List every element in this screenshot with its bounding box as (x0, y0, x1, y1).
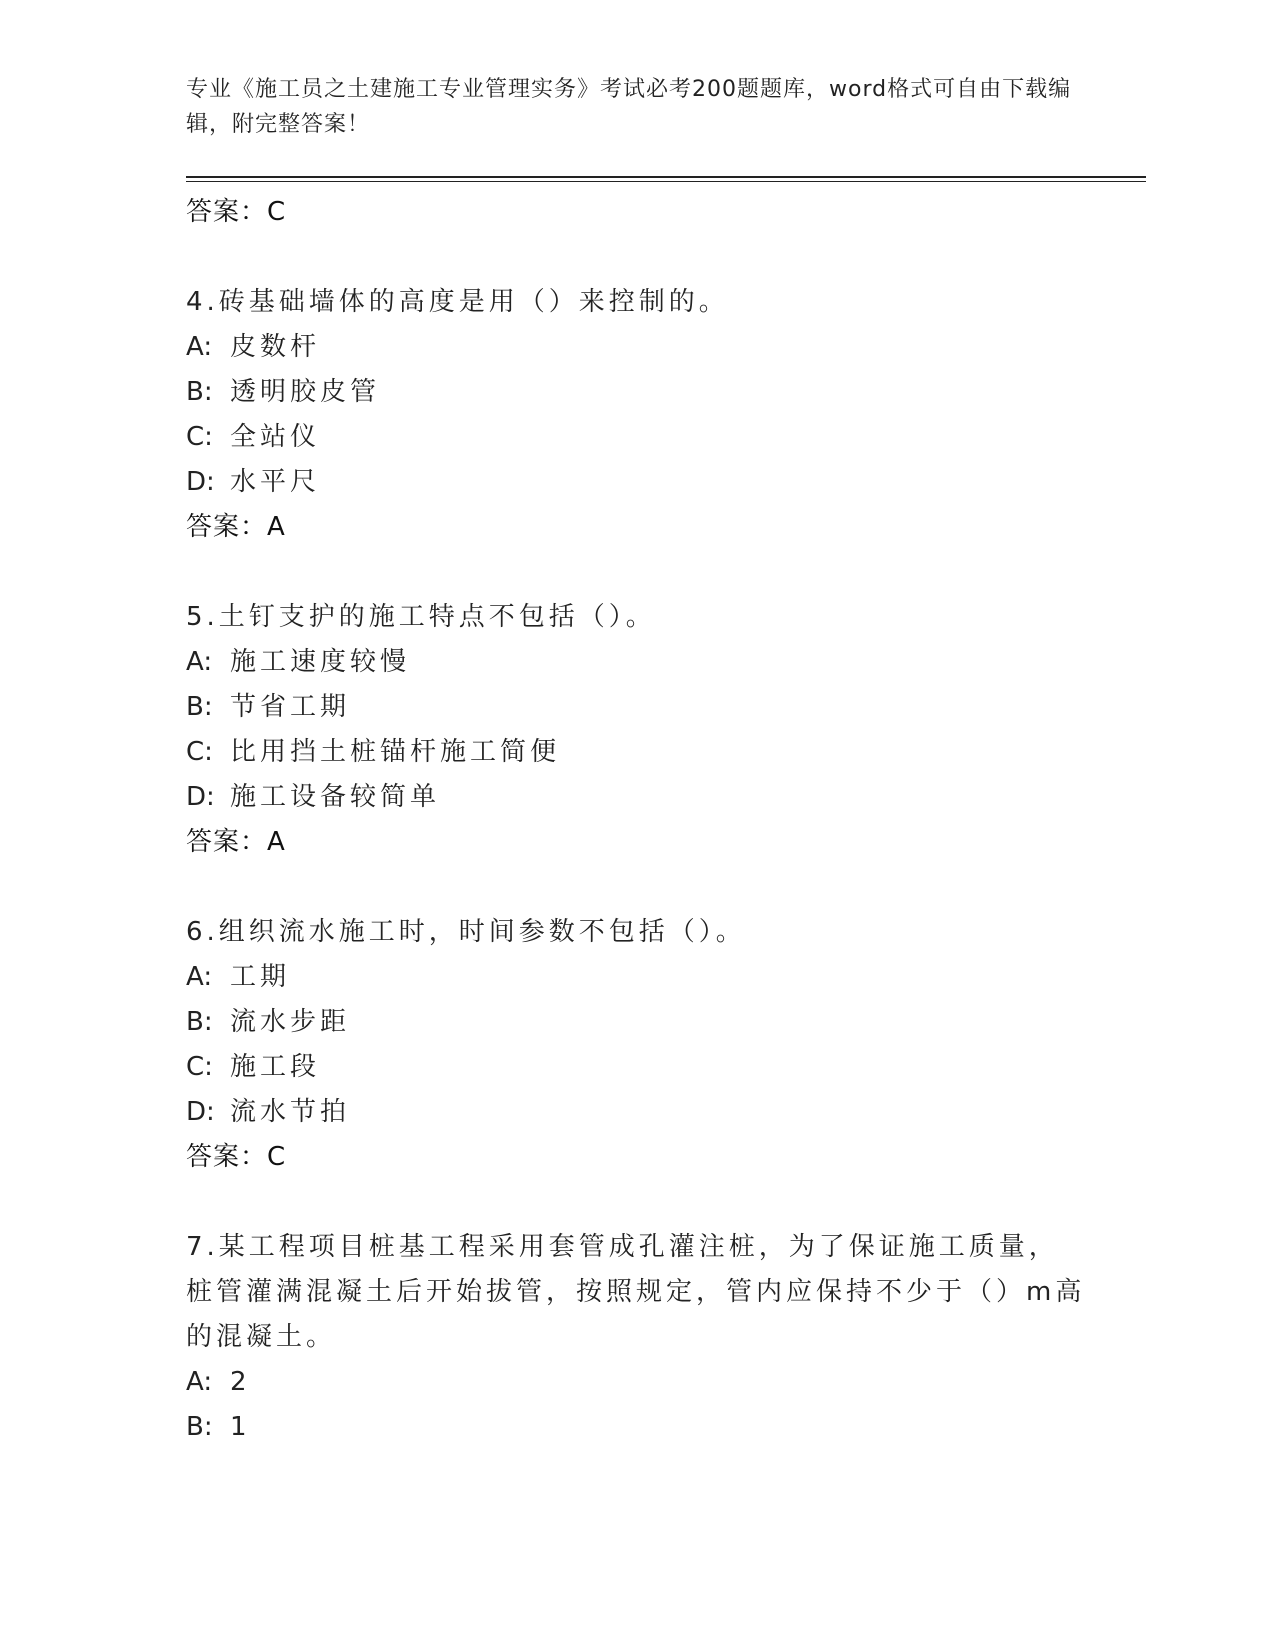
question-text: 5.土钉支护的施工特点不包括（）。 (186, 602, 656, 632)
option-key: D: (186, 1097, 215, 1127)
option-text: 施工速度较慢 (230, 647, 411, 677)
option-key: A: (186, 1367, 213, 1397)
answer-label: 答案：A (186, 512, 286, 542)
option-key: D: (186, 467, 215, 497)
option-b (186, 1000, 1086, 1045)
option-key: B: (186, 1412, 213, 1442)
option-key: A: (186, 962, 213, 992)
option-key: C: (186, 422, 213, 452)
option-key: B: (186, 377, 213, 407)
option-key: B: (186, 1007, 213, 1037)
question-item (186, 1225, 1086, 1450)
question-text: 4.砖基础墙体的高度是用（）来控制的。 (186, 287, 729, 317)
option-text: 透明胶皮管 (230, 377, 381, 407)
option-text: 施工设备较简单 (230, 782, 441, 812)
option-text: 1 (230, 1412, 251, 1442)
option-text: 流水步距 (230, 1007, 351, 1037)
answer-label: 答案：A (186, 827, 286, 857)
document-header-title: 专业《施工员之土建施工专业管理实务》考试必考200题题库，word格式可自由下载编辑，附完整答案！ (186, 77, 1072, 137)
option-key: D: (186, 782, 215, 812)
option-a (186, 325, 1086, 370)
option-d (186, 775, 1086, 820)
header-divider (186, 176, 1146, 182)
question-text: 7.某工程项目桩基工程采用套管成孔灌注桩，为了保证施工质量，桩管灌满混凝土后开始拔管，按照规定，管内应保持不少于（）m高的混凝土。 (186, 1232, 1086, 1352)
answer-label: 答案：C (186, 197, 287, 227)
question-item (186, 280, 1086, 549)
option-c (186, 1045, 1086, 1090)
option-text: 节省工期 (230, 692, 351, 722)
option-b (186, 685, 1086, 730)
question-text: 6.组织流水施工时，时间参数不包括（）。 (186, 917, 746, 947)
option-d (186, 1090, 1086, 1135)
option-text: 流水节拍 (230, 1097, 351, 1127)
option-text: 施工段 (230, 1052, 321, 1082)
option-text: 比用挡土桩锚杆施工简便 (230, 737, 561, 767)
option-key: C: (186, 737, 213, 767)
option-key: A: (186, 332, 213, 362)
question-item (186, 910, 1086, 1179)
question-list (186, 190, 1086, 1450)
option-text: 全站仪 (230, 422, 321, 452)
option-b (186, 1405, 1086, 1450)
option-b (186, 370, 1086, 415)
option-key: C: (186, 1052, 213, 1082)
option-c (186, 415, 1086, 460)
option-text: 工期 (230, 962, 291, 992)
option-a (186, 955, 1086, 1000)
option-text: 水平尺 (230, 467, 321, 497)
answer-label: 答案：C (186, 1142, 287, 1172)
option-text: 2 (230, 1367, 251, 1397)
option-a (186, 1360, 1086, 1405)
option-key: B: (186, 692, 213, 722)
option-d (186, 460, 1086, 505)
option-c (186, 730, 1086, 775)
option-a (186, 640, 1086, 685)
option-text: 皮数杆 (230, 332, 321, 362)
question-item (186, 595, 1086, 864)
option-key: A: (186, 647, 213, 677)
